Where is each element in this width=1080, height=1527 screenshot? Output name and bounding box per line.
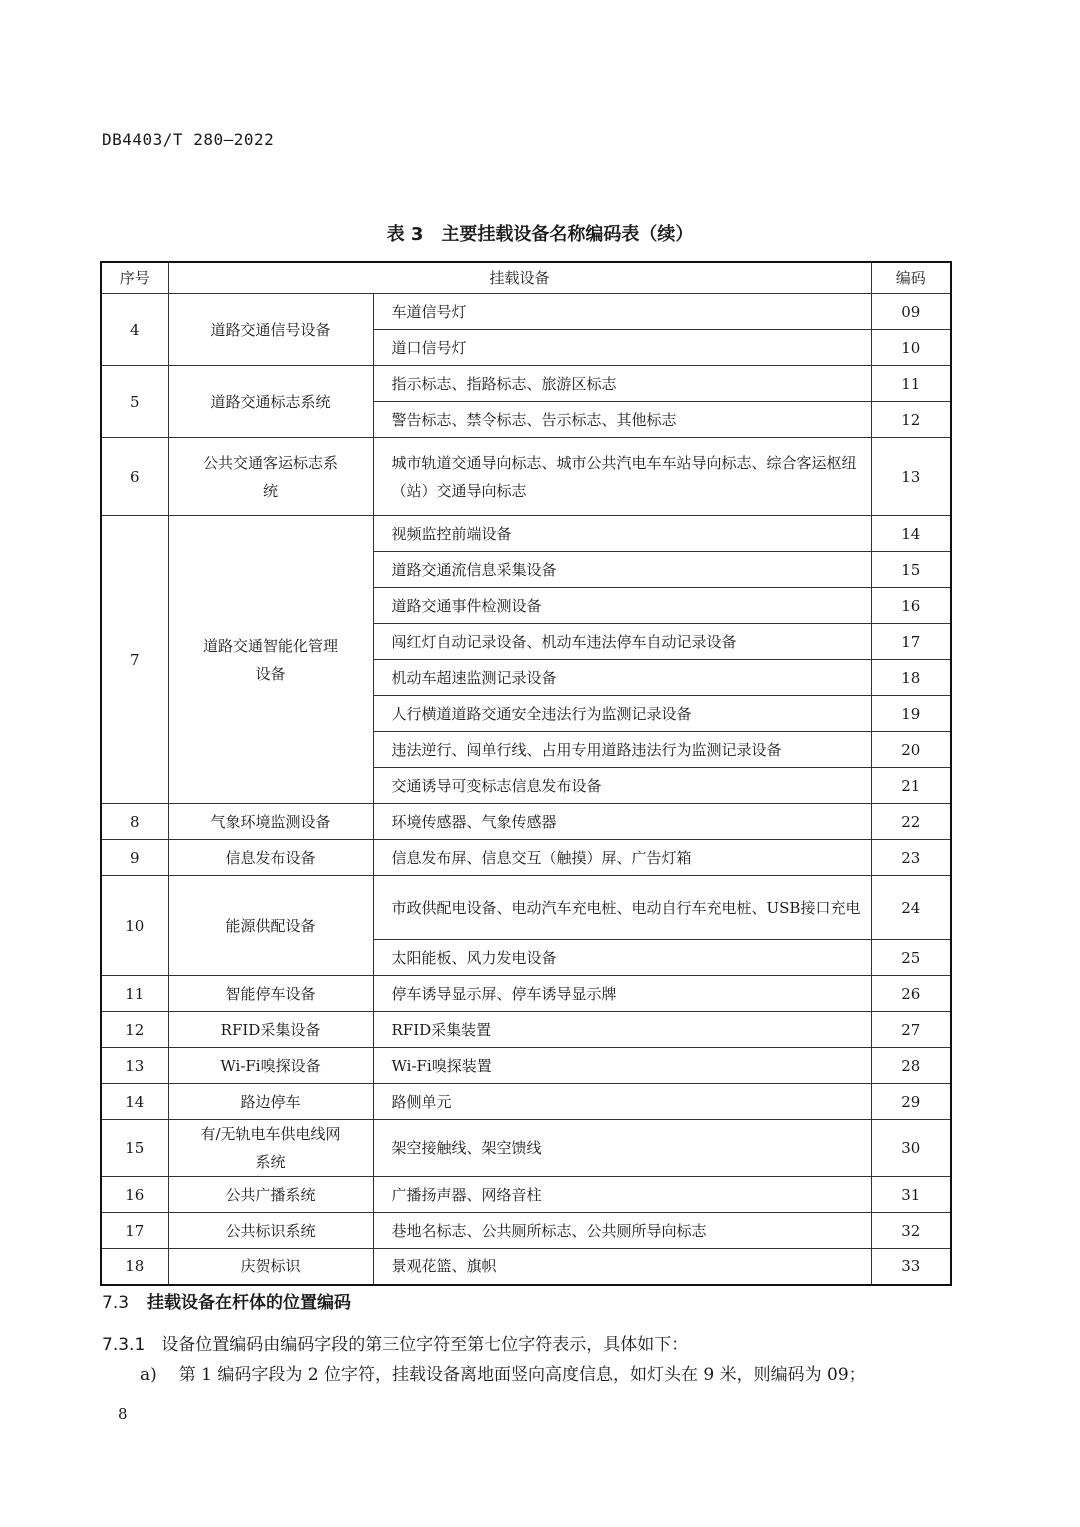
cell-device: 信息发布屏、信息交互（触摸）屏、广告灯箱 [373, 840, 871, 876]
cell-device: 停车诱导显示屏、停车诱导显示牌 [373, 976, 871, 1012]
table-row [101, 804, 951, 840]
cell-code: 30 [871, 1120, 951, 1177]
document-code: DB4403/T 280—2022 [102, 130, 275, 149]
cell-no: 13 [101, 1048, 168, 1084]
cell-device: 人行横道道路交通安全违法行为监测记录设备 [373, 696, 871, 732]
table-row [101, 516, 951, 552]
cell-category: 公共广播系统 [168, 1177, 373, 1213]
cell-code: 17 [871, 624, 951, 660]
cell-category: 公共标识系统 [168, 1213, 373, 1249]
table-body [101, 294, 951, 1285]
cell-category: 有/无轨电车供电线网系统 [168, 1120, 373, 1177]
section-number: 7.3 [102, 1293, 130, 1313]
cell-code: 12 [871, 402, 951, 438]
cell-category: 路边停车 [168, 1084, 373, 1120]
cell-category: 道路交通智能化管理设备 [168, 516, 373, 804]
cell-no: 10 [101, 876, 168, 976]
cell-device: 太阳能板、风力发电设备 [373, 940, 871, 976]
cell-device: 巷地名标志、公共厕所标志、公共厕所导向标志 [373, 1213, 871, 1249]
cell-category: 智能停车设备 [168, 976, 373, 1012]
cell-device: 景观花篮、旗帜 [373, 1249, 871, 1285]
paragraph-number: 7.3.1 [102, 1335, 146, 1355]
cell-code: 26 [871, 976, 951, 1012]
table-row [101, 1084, 951, 1120]
table-row [101, 1177, 951, 1213]
cell-code: 09 [871, 294, 951, 330]
header-device: 挂载设备 [168, 262, 871, 294]
cell-device: RFID采集装置 [373, 1012, 871, 1048]
cell-code: 31 [871, 1177, 951, 1213]
table-row [101, 976, 951, 1012]
cell-no: 12 [101, 1012, 168, 1048]
cell-device: 机动车超速监测记录设备 [373, 660, 871, 696]
cell-category: 庆贺标识 [168, 1249, 373, 1285]
cell-device: 警告标志、禁令标志、告示标志、其他标志 [373, 402, 871, 438]
cell-no: 5 [101, 366, 168, 438]
cell-code: 14 [871, 516, 951, 552]
table-row [101, 366, 951, 402]
cell-code: 18 [871, 660, 951, 696]
cell-no: 6 [101, 438, 168, 516]
cell-code: 13 [871, 438, 951, 516]
cell-device: 车道信号灯 [373, 294, 871, 330]
table-header-row [101, 262, 951, 294]
cell-code: 22 [871, 804, 951, 840]
cell-device: 架空接触线、架空馈线 [373, 1120, 871, 1177]
cell-no: 18 [101, 1249, 168, 1285]
paragraph-text: 设备位置编码由编码字段的第三位字符至第七位字符表示，具体如下： [161, 1335, 689, 1355]
cell-device: 违法逆行、闯单行线、占用专用道路违法行为监测记录设备 [373, 732, 871, 768]
table-row [101, 876, 951, 940]
cell-code: 23 [871, 840, 951, 876]
cell-no: 17 [101, 1213, 168, 1249]
table-row [101, 294, 951, 330]
cell-category: 气象环境监测设备 [168, 804, 373, 840]
cell-category: 信息发布设备 [168, 840, 373, 876]
cell-device: 视频监控前端设备 [373, 516, 871, 552]
cell-device: 广播扬声器、网络音柱 [373, 1177, 871, 1213]
cell-code: 21 [871, 768, 951, 804]
cell-code: 19 [871, 696, 951, 732]
table-row [101, 1120, 951, 1177]
cell-code: 28 [871, 1048, 951, 1084]
table-row [101, 1213, 951, 1249]
header-code: 编码 [871, 262, 951, 294]
cell-device: Wi-Fi嗅探装置 [373, 1048, 871, 1084]
cell-code: 24 [871, 876, 951, 940]
cell-device: 交通诱导可变标志信息发布设备 [373, 768, 871, 804]
table-row [101, 1048, 951, 1084]
cell-code: 10 [871, 330, 951, 366]
section-heading [102, 1288, 351, 1313]
cell-no: 15 [101, 1120, 168, 1177]
header-no: 序号 [101, 262, 168, 294]
cell-no: 7 [101, 516, 168, 804]
cell-code: 32 [871, 1213, 951, 1249]
cell-no: 14 [101, 1084, 168, 1120]
cell-code: 20 [871, 732, 951, 768]
cell-code: 15 [871, 552, 951, 588]
table-row [101, 1249, 951, 1285]
paragraph-7-3-1 [102, 1330, 688, 1355]
table-row [101, 840, 951, 876]
cell-category: 道路交通标志系统 [168, 366, 373, 438]
list-marker: a) [140, 1365, 157, 1385]
list-item-a [140, 1360, 866, 1385]
cell-device: 道路交通流信息采集设备 [373, 552, 871, 588]
cell-no: 16 [101, 1177, 168, 1213]
cell-code: 11 [871, 366, 951, 402]
table-row [101, 438, 951, 516]
list-item-text: 第 1 编码字段为 2 位字符，挂载设备离地面竖向高度信息，如灯头在 9 米，则编码为 09； [178, 1365, 866, 1385]
table-title: 表 3 主要挂载设备名称编码表（续） [386, 224, 694, 245]
table-row [101, 1012, 951, 1048]
cell-category: 道路交通信号设备 [168, 294, 373, 366]
section-title: 挂载设备在杆体的位置编码 [147, 1293, 352, 1313]
cell-device: 道路交通事件检测设备 [373, 588, 871, 624]
cell-code: 27 [871, 1012, 951, 1048]
cell-no: 4 [101, 294, 168, 366]
page-number: 8 [118, 1405, 128, 1423]
cell-device: 道口信号灯 [373, 330, 871, 366]
cell-category: RFID采集设备 [168, 1012, 373, 1048]
cell-code: 25 [871, 940, 951, 976]
cell-no: 8 [101, 804, 168, 840]
cell-device: 指示标志、指路标志、旅游区标志 [373, 366, 871, 402]
cell-category: 公共交通客运标志系统 [168, 438, 373, 516]
device-code-table [100, 261, 952, 1286]
cell-code: 33 [871, 1249, 951, 1285]
cell-device: 路侧单元 [373, 1084, 871, 1120]
cell-no: 9 [101, 840, 168, 876]
cell-code: 29 [871, 1084, 951, 1120]
cell-no: 11 [101, 976, 168, 1012]
cell-device: 闯红灯自动记录设备、机动车违法停车自动记录设备 [373, 624, 871, 660]
cell-device: 环境传感器、气象传感器 [373, 804, 871, 840]
cell-category: Wi-Fi嗅探设备 [168, 1048, 373, 1084]
cell-code: 16 [871, 588, 951, 624]
cell-device: 城市轨道交通导向标志、城市公共汽电车车站导向标志、综合客运枢纽（站）交通导向标志 [373, 438, 871, 516]
cell-category: 能源供配设备 [168, 876, 373, 976]
cell-device: 市政供配电设备、电动汽车充电桩、电动自行车充电桩、USB接口充电 [373, 876, 871, 940]
